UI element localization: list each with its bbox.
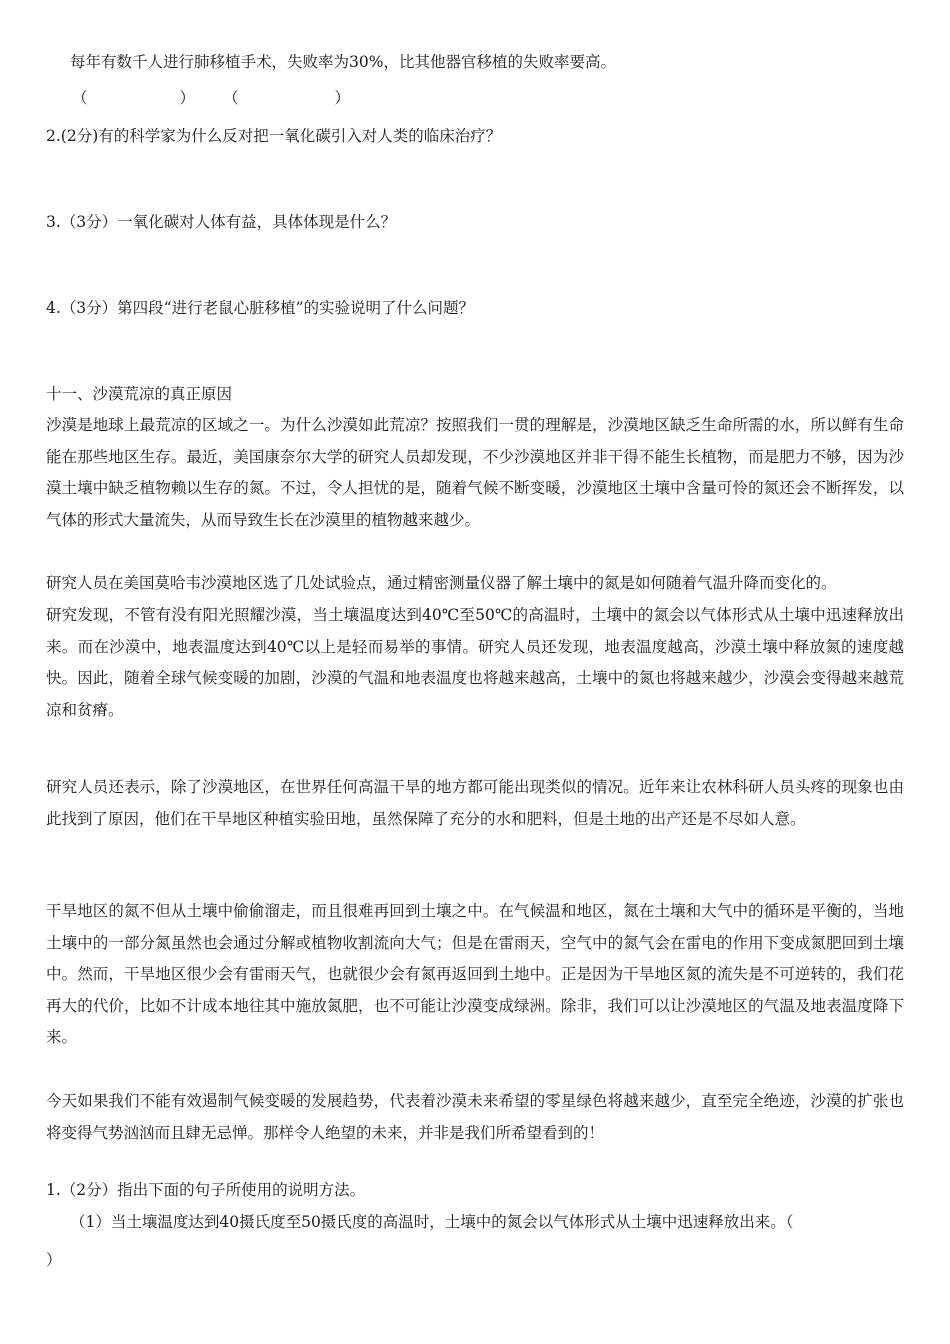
question-4: 4.（3分）第四段“进行老鼠心脏移植”的实验说明了什么问题？ [46, 299, 475, 317]
blank-open-2: （ [223, 89, 239, 107]
blank-open-1: （ [72, 89, 88, 107]
paragraph-5: 干旱地区的氮不但从土壤中偷偷溜走，而且很难再回到土壤之中。在气候温和地区，氮在土壤和大气中的循环是平衡的，当地土壤中的一部分氮虽然也会通过分解或植物收割流向大气；但是在雷雨天，空气中的氮气会在雷电的作用下变成氮肥回到土壤中。然而，干旱地区很少会有雷雨天气，也就很少会有氮再返回到土地中。正是因为干旱地区氮的流失是不可逆转的，我们花再大的代价，比如不计成本地往其中施放氮肥，也不可能让沙漠变成绿洲。除非，我们可以让沙漠地区的气温及地表温度降下来。 [46, 902, 904, 1047]
paragraph-2: 研究人员在美国莫哈韦沙漠地区选了几处试验点，通过精密测量仪器了解土壤中的氮是如何随着气温升降而变化的。 [46, 574, 837, 592]
question-3: 3.（3分）一氧化碳对人体有益，具体体现是什么？ [46, 213, 397, 231]
intro-line: 每年有数千人进行肺移植手术，失败率为30%，比其他器官移植的失败率要高。 [70, 53, 616, 71]
paragraph-6: 今天如果我们不能有效遏制气候变暖的发展趋势，代表着沙漠未来希望的零星绿色将越来越少，直至完全绝迹，沙漠的扩张也将变得气势汹汹而且肆无忌惮。那样令人绝望的未来，并非是我们所希望看到的！ [46, 1092, 904, 1142]
question-1: 1.（2分）指出下面的句子所使用的说明方法。 [46, 1181, 366, 1199]
paragraph-1: 沙漠是地球上最荒凉的区域之一。为什么沙漠如此荒凉？按照我们一贯的理解是，沙漠地区缺乏生命所需的水，所以鲜有生命能在那些地区生存。最近，美国康奈尔大学的研究人员却发现，不少沙漠地区并非干得不能生长植物，而是肥力不够，因为沙漠土壤中缺乏植物赖以生存的氮。不过，令人担忧的是，随着气候不断变暖，沙漠地区土壤中含量可怜的氮还会不断挥发，以气体的形式大量流失，从而导致生长在沙漠里的植物越来越少。 [46, 416, 904, 529]
section-title: 十一、沙漠荒凉的真正原因 [46, 385, 233, 403]
paragraph-3: 研究发现，不管有没有阳光照耀沙漠，当土壤温度达到40℃至50℃的高温时，土壤中的氮会以气体形式从土壤中迅速释放出来。而在沙漠中，地表温度达到40℃以上是轻而易举的事情。研究人员还发现，地表温度越高，沙漠土壤中释放氮的速度越快。因此，随着全球气候变暖的加剧，沙漠的气温和地表温度也将越来越高，土壤中的氮也将越来越少，沙漠会变得越来越荒凉和贫瘠。 [46, 606, 904, 719]
question-2: 2.(2分)有的科学家为什么反对把一氧化碳引入对人类的临床治疗？ [46, 127, 502, 145]
question-1-close: ） [46, 1251, 62, 1269]
blank-close-2: ） [334, 89, 351, 107]
paragraph-4: 研究人员还表示，除了沙漠地区，在世界任何高温干旱的地方都可能出现类似的情况。近年来让农林科研人员头疼的现象也由此找到了原因，他们在干旱地区种植实验田地，虽然保障了充分的水和肥料，但是土地的出产还是不尽如人意。 [46, 778, 904, 828]
question-1-sub: （1）当土壤温度达到40摄氏度至50摄氏度的高温时，土壤中的氮会以气体形式从土壤中迅速释放出来。（ [70, 1213, 794, 1231]
blank-close-1: ） [179, 89, 196, 107]
answer-blanks [72, 88, 904, 108]
